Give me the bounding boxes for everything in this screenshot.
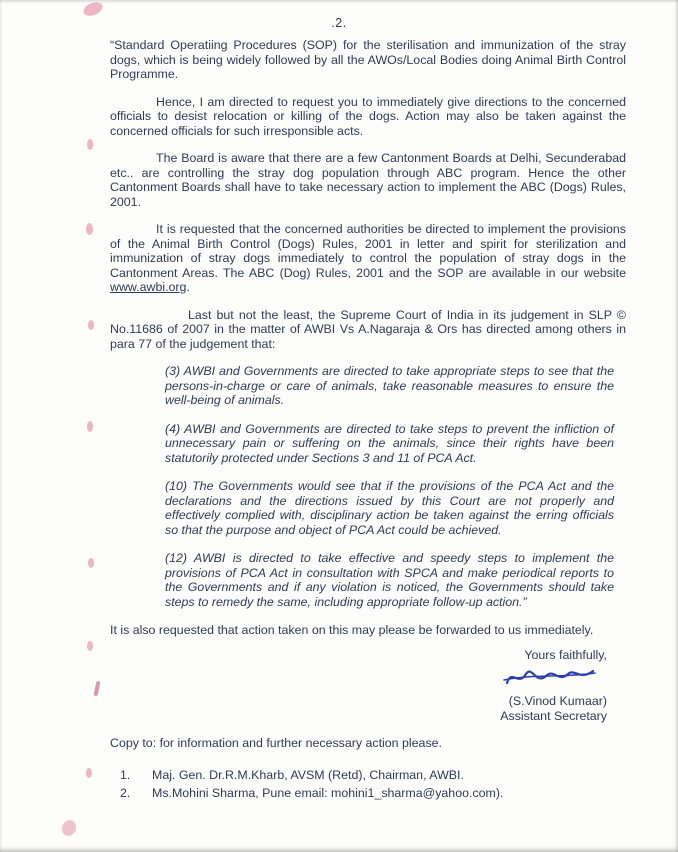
paragraph-supreme-court: Last but not the least, the Supreme Court of India in its judgement in SLP © No.11686 of 2007 in the matter of AWBI Vs A.Nagaraja & Ors has directed among others in para 77 of the judgement that:: [110, 307, 626, 351]
signature-name: (S.Vinod Kumaar): [508, 693, 607, 708]
list-item-text: Maj. Gen. Dr.R.M.Kharb, AVSM (Retd), Chairman, AWBI.: [152, 768, 464, 783]
scan-mark: [59, 818, 78, 838]
scan-mark: [88, 558, 94, 568]
paragraph-cantonment-boards: The Board is aware that there are a few Cantonment Boards at Delhi, Secunderabad etc.. are controlling the stray dog population through ABC program. Hence the other Cantonment Boards shall have to take necessary action to implement the ABC (Dogs) Rules, 2001.: [110, 151, 626, 209]
closing-request: It is also requested that action taken on this may please be forwarded to us immediately.: [110, 623, 594, 637]
list-item-number: 2.: [120, 785, 131, 800]
page-number: .2.: [331, 16, 347, 30]
paragraph-abc-rules-text: It is requested that the concerned authorities be directed to implement the provisions of the Animal Birth Control (Dogs) Rules, 2001 in letter and spirit for sterilization and immunization of stray dogs immediately to control the population of stray dogs in the Cantonment Areas. The ABC (Dog) Rules, 2001 and the SOP are available in our website: [110, 222, 626, 280]
scan-mark: [87, 641, 93, 651]
scan-mark: [87, 421, 93, 432]
signature-salutation: Yours faithfully,: [524, 647, 607, 662]
quote-para-10: (10) The Governments would see that if the provisions of the PCA Act and the declarations and the directions issued by this Court are not properly and effectively complied with, disciplinary action be taken against the erring officials so that the purpose and object of PCA Act could be achieved.: [165, 479, 614, 537]
signature-scribble: [110, 662, 607, 694]
scan-mark: [86, 223, 93, 235]
quote-para-3: (3) AWBI and Governments are directed to take appropriate steps to see that the persons-in-charge or care of animals, take reasonable measures to ensure the well-being of animals.: [165, 364, 614, 407]
list-item: [110, 768, 626, 783]
judgement-quotes: [165, 364, 614, 609]
list-item: [110, 786, 626, 801]
quote-para-12: (12) AWBI is directed to take effective and speedy steps to implement the provisions of PCA Act in consultation with SPCA and make periodical reports to the Governments and if any violation is noticed, the Governments should take steps to remedy the same, including appropriate follow-up action.”: [165, 551, 614, 609]
scan-mark: [86, 768, 92, 778]
letter-body: [0, 30, 678, 800]
quote-para-4: (4) AWBI and Governments are directed to take steps to prevent the infliction of unnecessary pain or suffering on the animals, since their rights have been statutorily protected under Sections 3 and 11 of PCA Act.: [165, 421, 614, 465]
scan-mark: [88, 320, 94, 330]
scan-mark: [87, 139, 93, 150]
paragraph-sop: “Standard Operatiing Procedures (SOP) for the sterilisation and immunization of the stray dogs, which is being widely followed by all the AWOs/Local Bodies doing Animal Birth Control Programme.: [110, 38, 626, 81]
list-item-number: 1.: [120, 768, 131, 783]
copy-to-list: [110, 768, 626, 800]
paragraph-abc-rules: [110, 222, 626, 295]
awbi-website-link[interactable]: www.awbi.org: [110, 280, 187, 294]
copy-to-line: Copy to: for information and further necessary action please.: [110, 735, 442, 750]
paragraph-abc-rules-period: .: [186, 280, 190, 294]
signature-block: [110, 648, 607, 724]
signature-title: Assistant Secretary: [500, 708, 607, 723]
list-item-text: Ms.Mohini Sharma, Pune email: mohini1_sharma@yahoo.com).: [152, 785, 504, 800]
paragraph-directions: Hence, I am directed to request you to immediately give directions to the concerned officials to desist relocation or killing of the dogs. Action may also be taken against the concerned officials for such irresponsible acts.: [110, 94, 626, 138]
